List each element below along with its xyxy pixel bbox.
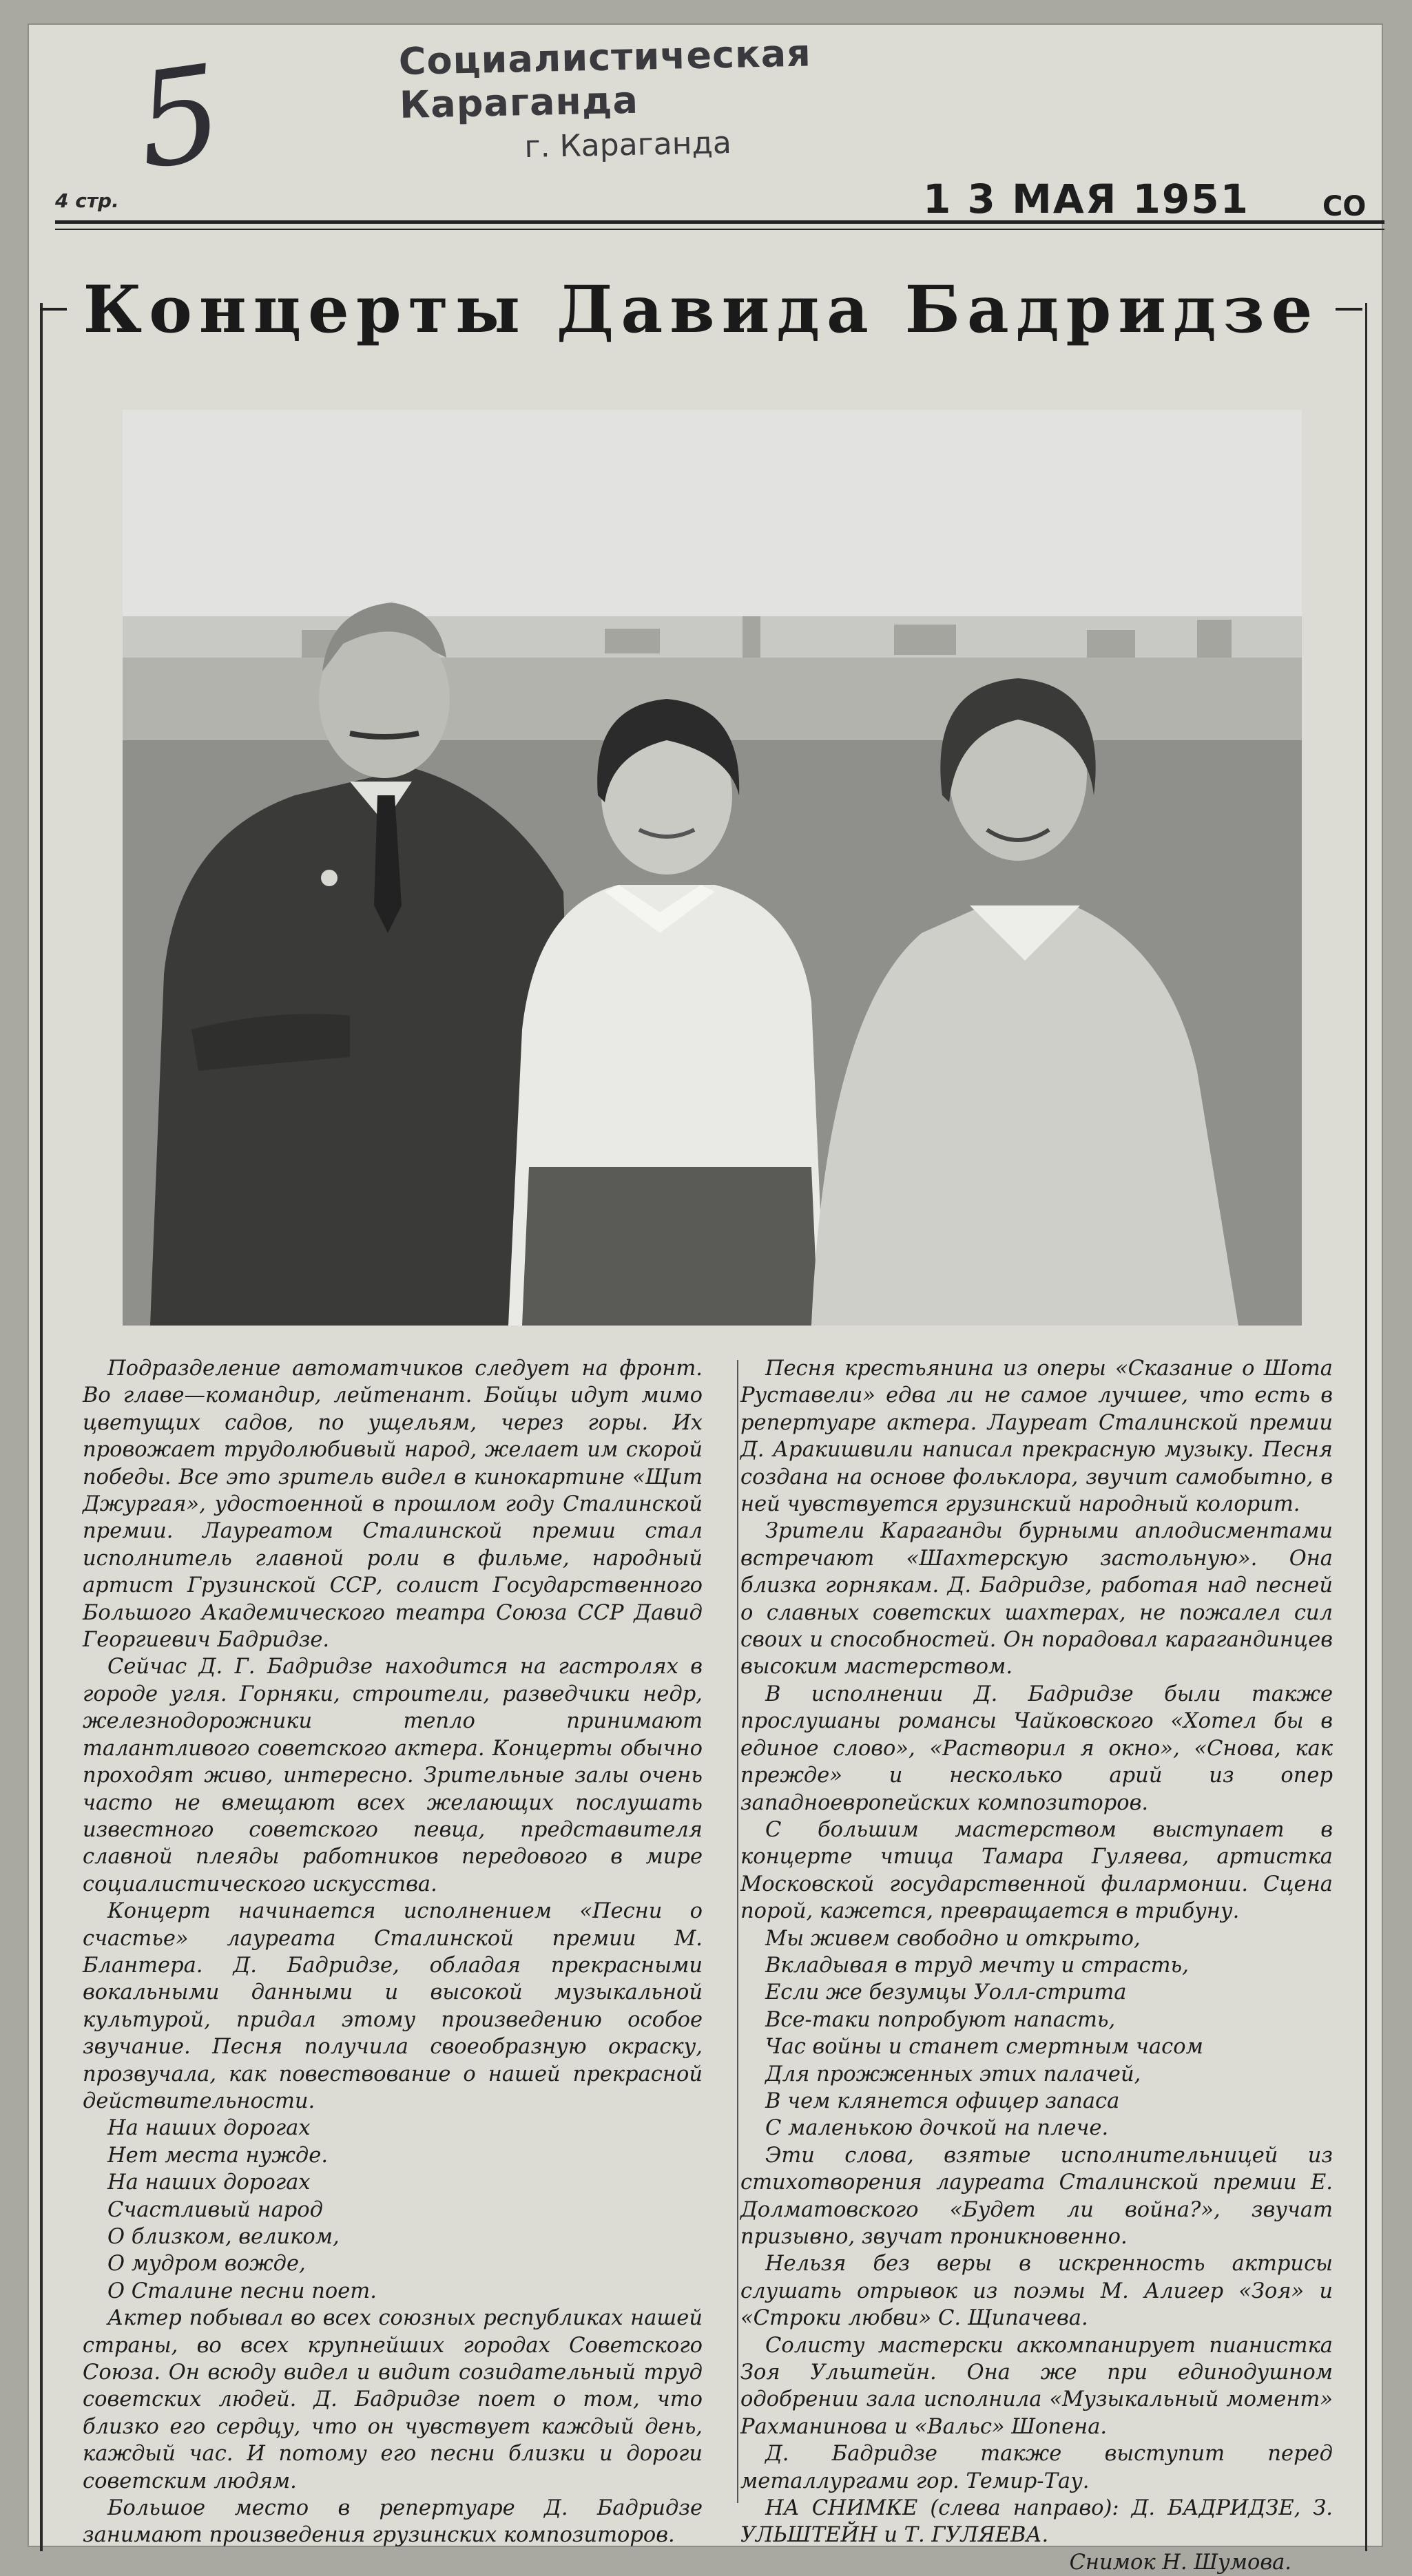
paragraph: Большое место в репертуаре Д. Бадридзе занимают произведения грузинских композиторов. [83,2496,703,2548]
issue-date: 1 3 МАЯ 1951 [923,176,1249,222]
paragraph: Сейчас Д. Г. Бадридзе находится на гастролях в городе угля. Горняки, строители, разведчики недр, железнодорожники тепло принимают талантливого советского актера. Концерты обычно проходят живо, интересно. Зрительные залы очень часто не вмещают всех желающих послушать известного советского певца, представителя славной плеяды работников передового в мире социалистического искусства. [83,1655,703,1896]
page-number: 4 стр. [55,189,119,212]
paragraph: Д. Бадридзе также выступит перед металлургами гор. Темир-Тау. [740,2442,1333,2493]
photo-three-people-icon [123,410,1302,1326]
photo-credit: Снимок Н. Шумова. [1069,2550,1291,2575]
handwritten-number: 5 [127,36,231,199]
headline-block [40,272,1362,348]
left-column [83,1355,703,2549]
header-rule-thin [55,229,1384,230]
paragraph: Подразделение автоматчиков следует на фронт. Во главе—командир, лейтенант. Бойцы идут мимо цветущих садов, по ущельям, через горы. Их провожает трудолюбивый народ, желает им скорой победы. Все это зритель видел в кинокартине «Щит Джургая», удостоенной в прошлом году Сталинской премии. Лауреатом Сталинской премии стал исполнитель главной роли в фильме, народный артист Грузинской ССР, солист Государственного Большого Академического театра Союза ССР Давид Георгиевич Бадридзе. [83,1357,703,1653]
newspaper-stamp [398,29,924,167]
headline-text: Концерты Давида Бадридзе [67,272,1336,348]
article-headline [40,272,1362,348]
stamp-newspaper-name: Социалистическая Караганда [398,31,812,127]
right-column [740,1355,1333,2576]
paragraph: Солисту мастерски аккомпанирует пианистка Зоя Ульштейн. Она же при единодушном одобрении зала исполнила «Музыкальный момент» Рахманинова и «Вальс» Шопена. [740,2333,1333,2439]
paragraph: Актер побывал во всех союзных республиках нашей страны, во всех крупнейших городах Советского Союза. Он всюду видел и видит созидательный труд советских людей. Д. Бадридзе поет о том, что близко его сердцу, что он чувствует каждый день, каждый час. И потому его песни близки и дороги советским людям. [83,2306,703,2493]
paragraph: Нельзя без веры в искренность актрисы слушать отрывок из поэмы М. Алигер «Зоя» и «Строки любви» С. Щипачева. [740,2252,1333,2331]
photo-caption: НА СНИМКЕ (слева направо): Д. БАДРИДЗЕ, З. УЛЬШТЕЙН и Т. ГУЛЯЕВА. [740,2496,1333,2548]
verse-quote: Мы живем свободно и открыто, Вкладывая в труд мечту и страсть, Если же безумцы Уолл-стрита Все-таки попробуют напасть, Час войны и станет смертным часом Для прожженных этих палачей, В чем клянется офицер запаса С маленькою дочкой на плече. [765,1926,1203,2141]
paragraph: Эти слова, взятые исполнительницей из стихотворения лауреата Сталинской премии Е. Долматовского «Будет ли война?», звучат призывно, звучат проникновенно. [740,2143,1333,2249]
paragraph: С большим мастерством выступает в концерте чтица Тамара Гуляева, артистка Московской государственной филармонии. Сцена порой, кажется, превращается в трибуну. [740,1817,1333,1924]
article-photo [123,410,1302,1326]
paragraph: Песня крестьянина из оперы «Сказание о Шота Руставели» едва ли не самое лучшее, что есть в репертуаре актера. Лауреат Сталинской премии Д. Аракишвили написал прекрасную музыку. Песня создана на основе фольклора, звучит самобытно, в ней чувствуется грузинский народный колорит. [740,1357,1333,1517]
edge-text: СО [1322,191,1367,222]
article-body [83,1355,1336,2575]
stamp-city: г. Караганда [523,125,732,165]
header-rule [55,220,1384,224]
paragraph: Концерт начинается исполнением «Песни о счастье» лауреата Сталинской премии М. Блантера. Д. Бадридзе, обладая прекрасными вокальными данными и высокой музыкальной культурой, придал этому произведению особое звучание. Песня получила своеобразную окраску, прозвучала, как повествование о нашей прекрасной действительности. [83,1899,703,2113]
paragraph: Зрители Караганды бурными аплодисментами встречают «Шахтерскую застольную». Она близка горнякам. Д. Бадридзе, работая над песней о славных советских шахтерах, не пожалел сил своих и способностей. Он порадовал карагандинцев высоким мастерством. [740,1519,1333,1679]
paragraph: В исполнении Д. Бадридзе были также прослушаны романсы Чайковского «Хотел бы в единое слово», «Растворил я окно», «Снова, как прежде» и несколько арий из опер западноевропейских композиторов. [740,1682,1333,1815]
verse-quote: На наших дорогах Нет места нужде. На наших дорогах Счастливый народ О близком, великом, О мудром вожде, О Сталине песни поет. [107,2116,377,2303]
